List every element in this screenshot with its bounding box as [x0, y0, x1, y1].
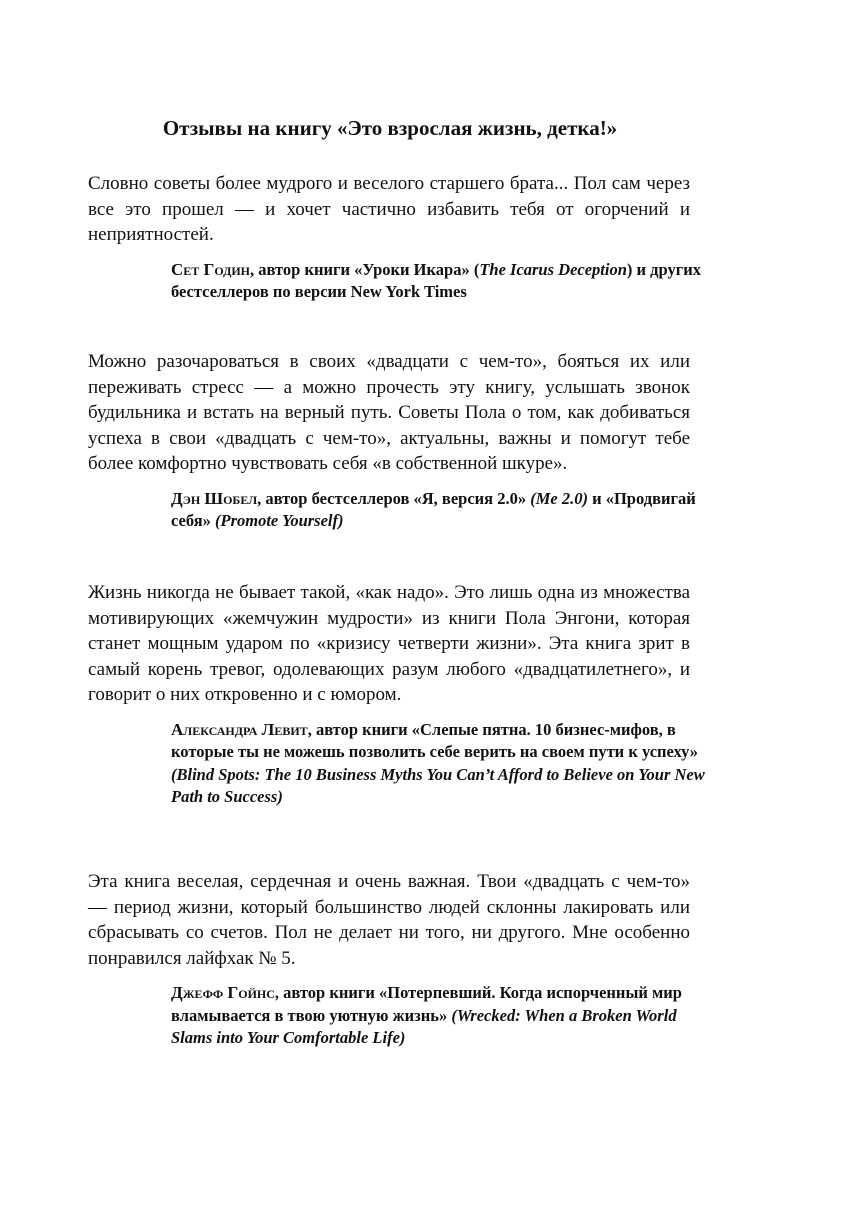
original-book-title: (Me 2.0) [530, 488, 588, 508]
review-author: Сет Годин [171, 259, 251, 279]
review [88, 349, 696, 533]
review [88, 869, 690, 1049]
author-role-continued: и «Продвигай себя» [171, 488, 696, 531]
review-attribution [171, 488, 711, 533]
review-attribution [171, 982, 711, 1049]
page-title: Отзывы на книгу «Это взрослая жизнь, детка!» [162, 116, 618, 140]
author-role: , автор бестселлеров «Я, версия 2.0» [257, 488, 531, 508]
original-book-title-2: (Promote Yourself) [215, 511, 344, 531]
review-text: Можно разочароваться в своих «двадцати с чем-то», бояться их или переживать стресс — а можно прочесть эту книгу, услышать звонок будильника и встать на верный путь. Советы Пола о том, как добиваться успеха в свои «двадцать с чем-то», актуальны, важны и помогут тебе более комфортно чувствовать себя «в собственной шкуре». [88, 351, 690, 475]
original-book-title: (Blind Spots: The 10 Business Myths You Can’t Afford to Believe on Your New Path to Success) [171, 764, 705, 806]
review [88, 580, 705, 808]
original-book-title: (Wrecked: When a Broken World Slams into Your Comfortable Life) [171, 1005, 677, 1047]
review-author: Джефф Гойнс [171, 983, 275, 1003]
review-author: Дэн Шобел [171, 488, 258, 508]
author-role: , автор книги «Слепые пятна. 10 бизнес-мифов, в которые ты не можешь позволить себе верить на своем пути к успеху» [171, 719, 699, 762]
review-attribution [171, 719, 711, 808]
author-role-continued: ) и других бестселлеров по версии New York Times [171, 259, 701, 302]
review-attribution [171, 259, 711, 304]
review-text: Жизнь никогда не бывает такой, «как надо». Это лишь одна из множества мотивирующих «жемчужин мудрости» из книги Пола Энгони, которая станет мощным ударом по «кризису четверти жизни». Эта книга зрит в самый корень тревог, одолевающих разум любого «двадцатилетнего», и говорит о них откровенно и с юмором. [88, 582, 690, 706]
author-role: , автор книги «Уроки Икара» ( [250, 259, 480, 279]
original-book-title: The Icarus Deception [479, 259, 627, 279]
review-text: Словно советы более мудрого и веселого старшего брата... Пол сам через все это прошел — и хочет частично избавить тебя от огорчений и неприятностей. [88, 173, 690, 246]
review-author: Александра Левит [171, 719, 308, 739]
review [88, 171, 701, 303]
author-role: , автор книги «Потерпевший. Когда испорченный мир вламывается в твою уютную жизнь» [171, 983, 682, 1025]
review-text: Эта книга веселая, сердечная и очень важная. Твои «двадцать с чем-то» — период жизни, который большинство людей склонны лакировать или сбрасывать со счетов. Пол не делает ни того, ни другого. Мне особенно понравился лайфхак № 5. [88, 871, 690, 969]
